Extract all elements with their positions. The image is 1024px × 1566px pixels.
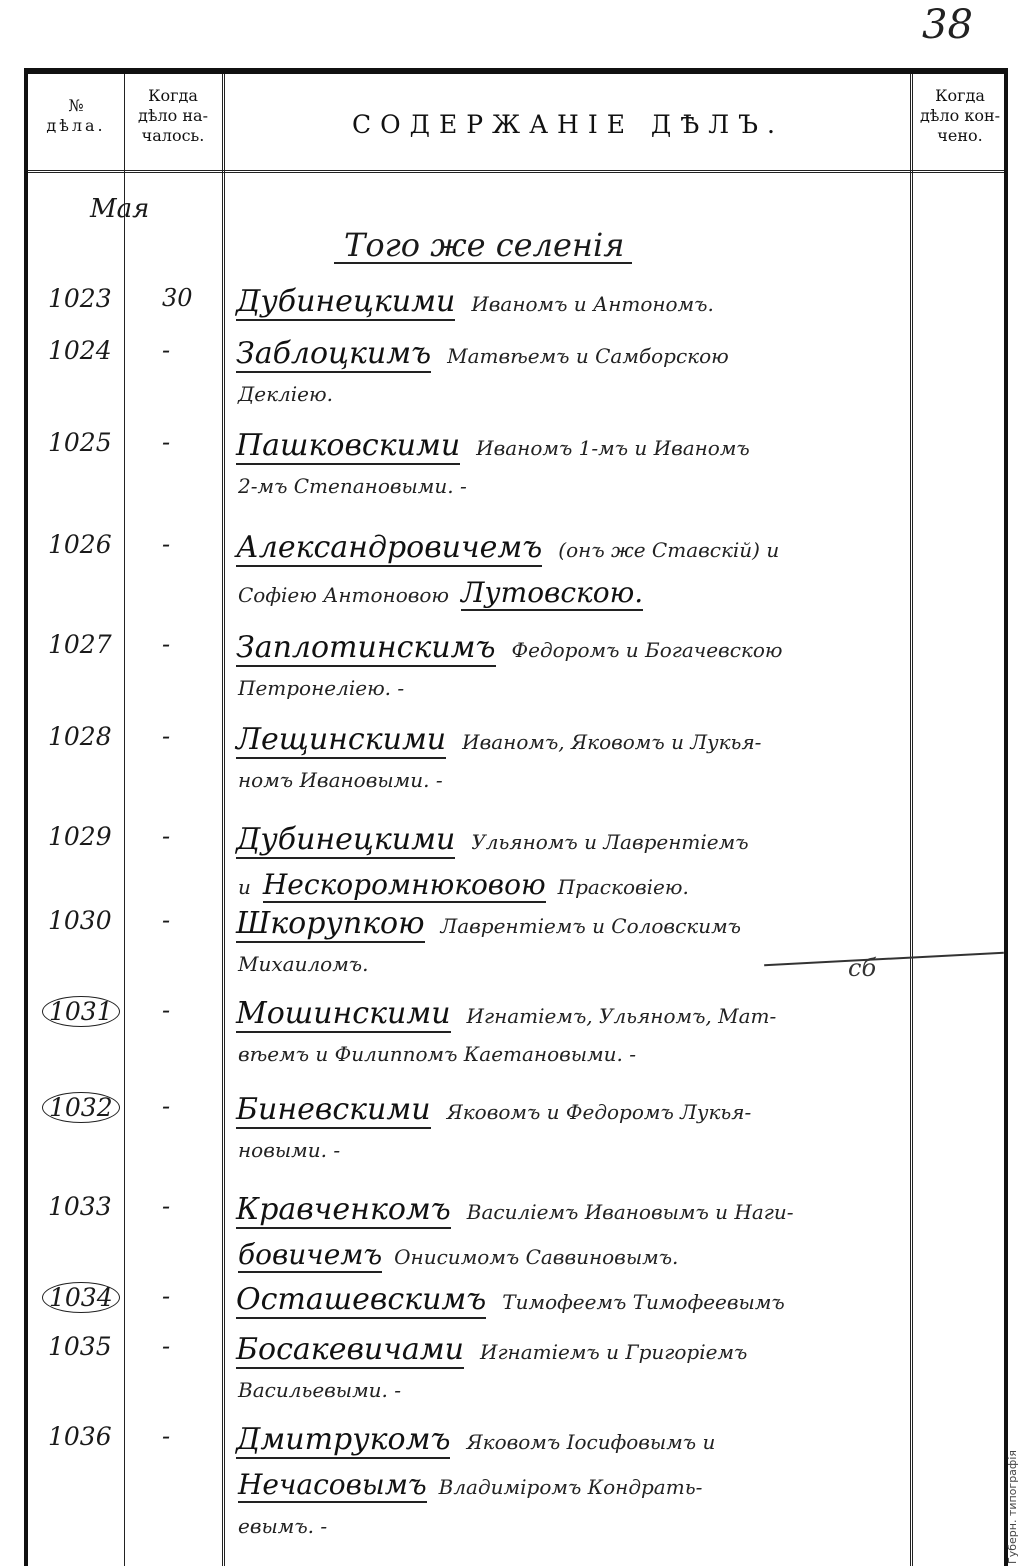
description-continuation [238,1378,413,1402]
header-number-col [28,96,124,136]
party-names: Яковомъ Іосифовымъ и [466,1430,716,1454]
ledger-entry [28,1192,1004,1232]
party-names: Ульяномъ и Лаврентіемъ [471,830,749,854]
case-number: 1033 [48,1192,112,1221]
party-names: (онъ же Ставскій) и [558,538,780,562]
continuation-text: Владиміромъ Кондрать- [438,1475,703,1499]
party-names: Игнатіемъ, Ульяномъ, Мат- [466,1004,777,1028]
header-text: дѣло кон- [919,106,1001,125]
ledger-entry [28,336,1004,376]
party-surname: Лещинскими [236,722,447,757]
header-text: Когда [935,86,985,105]
party-surname: Дмитрукомъ [236,1422,451,1457]
case-description [236,1282,785,1317]
continuation-text: Софіею Антоновою [238,583,450,607]
header-started-col [124,86,222,146]
ledger-entry [28,822,1004,862]
description-continuation [238,1138,352,1162]
header-rule [28,170,1004,173]
party-surname: Нескоромнюковою [262,868,546,901]
case-description [236,284,714,319]
description-continuation [238,1042,648,1066]
party-surname: Заблоцкимъ [236,336,432,371]
header-text: чено. [937,126,983,145]
party-surname: Заплотинскимъ [236,630,496,665]
case-description [236,822,749,857]
continuation-text: и [238,875,251,899]
ledger-entry [28,1092,1004,1132]
party-surname: Александровичемъ [236,530,543,565]
case-number: 1024 [48,336,112,365]
description-continuation [238,868,701,901]
party-surname: Осташевскимъ [236,1282,487,1317]
case-number: 1031 [42,996,120,1027]
description-continuation [238,676,416,700]
case-description [236,1332,747,1367]
case-description [236,336,729,371]
ledger-entry [28,428,1004,468]
ledger-entry [28,530,1004,570]
continuation-text: вѣемъ и Филиппомъ Каетановыми. - [238,1042,637,1066]
case-description [236,630,783,665]
header-ended-col [912,86,1008,146]
case-number: 1023 [48,284,112,313]
strike-line [764,952,1004,967]
continuation-text: Онисимомъ Саввиновымъ. [394,1245,679,1269]
party-surname: Биневскими [236,1092,431,1127]
party-surname: Шкорупкою [236,906,425,941]
description-continuation [238,952,381,976]
party-surname: Дубинецкими [236,284,456,319]
case-number: 1026 [48,530,112,559]
party-names: Матвѣемъ и Самборскою [447,344,729,368]
village-heading: Того же селенія [344,226,625,264]
case-number: 1036 [48,1422,112,1451]
description-continuation [238,576,655,609]
case-start-day: - [162,428,171,456]
party-surname: Кравченкомъ [236,1192,451,1227]
page-number: 38 [922,2,973,48]
case-description [236,428,750,463]
header-text: № [68,96,84,115]
party-surname: Пашковскими [236,428,461,463]
party-surname: Нечасовымъ [238,1468,427,1501]
continuation-text: Петронеліею. - [238,676,405,700]
case-start-day: - [162,906,171,934]
continuation-text: Прасковіею. [557,875,689,899]
description-continuation [238,1238,690,1271]
header-contents-title: СОДЕРЖАНІЕ ДѢЛЪ. [352,110,784,139]
ledger-entry [28,1332,1004,1372]
continuation-text: Васильевыми. - [238,1378,402,1402]
case-number: 1035 [48,1332,112,1361]
continuation-text: Декліею. [238,382,333,406]
description-continuation [238,768,455,792]
continuation-text: новыми. - [238,1138,341,1162]
case-number: 1032 [42,1092,120,1123]
ledger-table [24,68,1008,1566]
case-start-day: - [162,630,171,658]
party-names: Тимофеемъ Тимофеевымъ [502,1290,785,1314]
party-surname: Босакевичами [236,1332,464,1367]
ledger-entry [28,1282,1004,1322]
month-label: Мая [90,194,150,224]
case-description [236,530,779,565]
ledger-entry [28,906,1004,946]
party-surname: Лутовскою. [461,576,644,609]
header-text: чалось. [141,126,205,145]
case-start-day: - [162,1282,171,1310]
case-number: 1028 [48,722,112,751]
printer-imprint: Губерн. типографія [1006,1450,1019,1564]
case-description [236,906,741,941]
case-start-day: - [162,722,171,750]
description-continuation [238,474,479,498]
case-description [236,1192,794,1227]
case-number: 1029 [48,822,112,851]
case-start-day: - [162,530,171,558]
party-names: Яковомъ и Федоромъ Лукья- [446,1100,752,1124]
party-names: Федоромъ и Богачевскою [511,638,783,662]
ledger-entry [28,630,1004,670]
header-text: Когда [148,86,198,105]
party-names: Игнатіемъ и Григоріемъ [480,1340,748,1364]
case-start-day: - [162,1192,171,1220]
case-number: 1034 [42,1282,120,1313]
ledger-entry [28,284,1004,324]
party-surname: Мошинскими [236,996,451,1031]
case-description [236,722,761,757]
case-number: 1027 [48,630,112,659]
party-surname: Дубинецкими [236,822,456,857]
case-start-day: - [162,822,171,850]
party-names: Иваномъ 1-мъ и Иваномъ [476,436,750,460]
case-start-day: - [162,336,171,364]
header-text: дѣла. [46,116,106,135]
party-names: Иваномъ и Антономъ. [471,292,714,316]
description-continuation [238,382,345,406]
case-description [236,996,776,1031]
party-surname: бовичемъ [238,1238,383,1271]
party-names: Василіемъ Ивановымъ и Наги- [466,1200,794,1224]
continuation-text: 2-мъ Степановыми. - [238,474,467,498]
ledger-entry [28,722,1004,762]
case-start-day: - [162,1092,171,1120]
continuation-text: Михаиломъ. [238,952,369,976]
case-start-day: - [162,1332,171,1360]
case-description [236,1422,715,1457]
case-start-day: - [162,1422,171,1450]
party-names: Лаврентіемъ и Соловскимъ [440,914,741,938]
ledger-entry [28,1422,1004,1462]
ledger-entry [28,996,1004,1036]
case-number: 1025 [48,428,112,457]
case-start-day: - [162,996,171,1024]
case-description [236,1092,751,1127]
description-continuation [238,1468,714,1501]
margin-mark: сб [848,954,877,982]
party-names: Иваномъ, Яковомъ и Лукья- [462,730,762,754]
case-number: 1030 [48,906,112,935]
header-text: дѣло на- [138,106,208,125]
case-start-day: 30 [162,284,193,312]
continuation-text: номъ Ивановыми. - [238,768,443,792]
description-continuation: евымъ. - [238,1514,328,1538]
